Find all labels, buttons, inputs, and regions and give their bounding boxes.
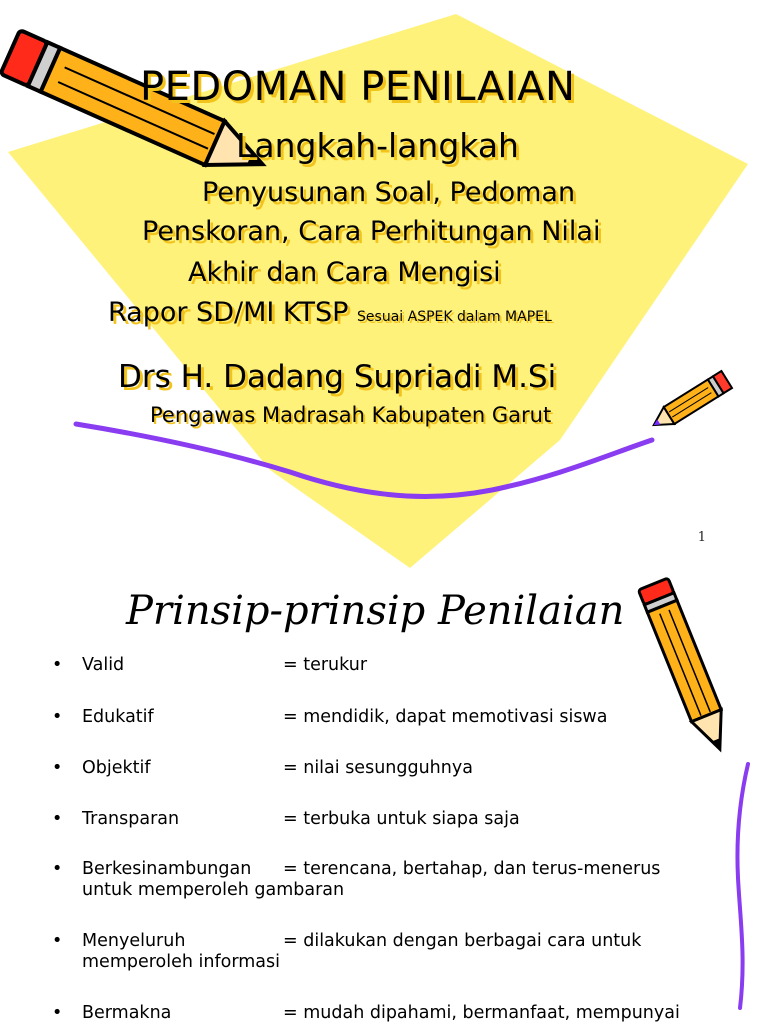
pencil-icon [638, 578, 734, 755]
bullet-glyph: • [52, 1003, 63, 1023]
principle-term: Bermakna [82, 1003, 172, 1023]
principle-term: Valid [82, 655, 125, 675]
bullet-glyph: • [52, 758, 63, 778]
bullet-glyph: • [52, 809, 63, 829]
principle-definition: = mudah dipahami, bermanfaat, mempunyai [283, 1003, 680, 1023]
principle-definition: = terbuka untuk siapa saja [283, 809, 520, 829]
principle-term: Objektif [82, 758, 151, 778]
body-line-4-small: Sesuai ASPEK dalam MAPEL [357, 309, 552, 325]
principle-term: Menyeluruh [82, 931, 186, 951]
slide-title: PEDOMAN PENILAIAN [140, 64, 576, 110]
body-line-3: Akhir dan Cara Mengisi [188, 257, 501, 288]
body-line-2: Penskoran, Cara Perhitungan Nilai [142, 216, 601, 247]
principle-definition: = mendidik, dapat memotivasi siswa [283, 707, 608, 727]
purple-squiggle-vertical [737, 764, 748, 1008]
principle-definition-continued: untuk memperoleh gambaran [82, 880, 345, 900]
principle-term: Edukatif [82, 707, 154, 727]
slide-subtitle: Langkah-langkah [236, 126, 519, 165]
bullet-glyph: • [52, 655, 63, 675]
principles-slide [0, 568, 768, 1024]
principle-definition: = nilai sesungguhnya [283, 758, 473, 778]
bullet-glyph: • [52, 859, 63, 879]
body-line-4-main: Rapor SD/MI KTSP [108, 297, 349, 328]
bullet-glyph: • [52, 707, 63, 727]
body-line-4 [108, 297, 552, 328]
author-affiliation: Pengawas Madrasah Kabupaten Garut [150, 403, 552, 427]
body-line-1: Penyusunan Soal, Pedoman [202, 177, 576, 208]
bullet-glyph: • [52, 931, 63, 951]
author-name: Drs H. Dadang Supriadi M.Si [118, 359, 557, 395]
page-number: 1 [697, 530, 706, 545]
pencil-icon-small [648, 371, 732, 434]
principle-definition: = terencana, bertahap, dan terus-menerus [283, 859, 661, 879]
principle-term: Berkesinambungan [82, 859, 252, 879]
principle-term: Transparan [82, 809, 180, 829]
principle-definition-continued: memperoleh informasi [82, 952, 280, 972]
slide-title: Prinsip-prinsip Penilaian [126, 588, 625, 634]
principle-definition: = terukur [283, 655, 368, 675]
principle-definition: = dilakukan dengan berbagai cara untuk [283, 931, 642, 951]
